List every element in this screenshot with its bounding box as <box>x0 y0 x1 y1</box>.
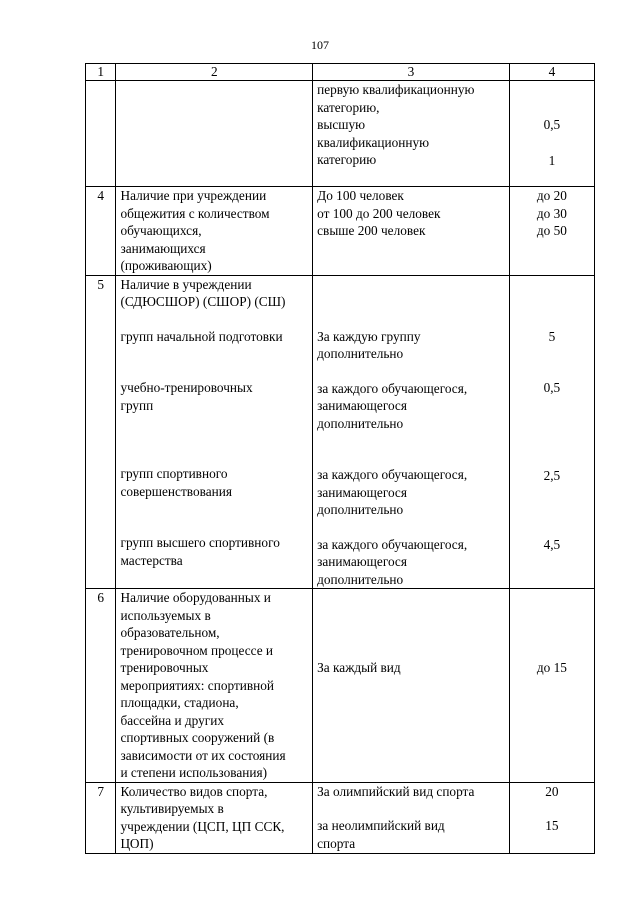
condition-text: До 100 человек от 100 до 200 человек свыше 200 человек <box>317 188 441 238</box>
cell-condition <box>313 81 510 187</box>
value-text: 0,5 <box>543 117 561 132</box>
condition-text: за каждого обучающегося, занимающегося дополнительно <box>317 536 468 587</box>
value-text: 1 <box>548 152 556 168</box>
criterion-heading: Наличие в учреждении (СДЮСШОР) (СШОР) (СШ) <box>120 276 286 309</box>
value-text: 4,5 <box>543 537 561 552</box>
header-col-4: 4 <box>509 64 594 81</box>
value-text: 2,5 <box>543 467 561 483</box>
condition-text: первую квалификационную категорию, высшую квалификационную категорию <box>317 82 475 167</box>
criterion-text: Количество видов спорта, культивируемых в учреждении (ЦСП, ЦП ССК, ЦОП) <box>120 783 285 851</box>
value-text: до 15 <box>536 660 567 675</box>
value-text: до 20 до 30 до 50 <box>536 188 567 238</box>
header-col-2: 2 <box>116 64 313 81</box>
criterion-item: групп спортивного совершенствования <box>120 466 232 499</box>
cell-number <box>86 81 116 187</box>
condition-text: За каждый вид <box>317 660 401 675</box>
cell-criterion <box>116 81 313 187</box>
criterion-text: Наличие оборудованных и используемых в образовательном, тренировочном процессе и тренировочных мероприятиях: спортивной площадки, стадиона, бассейна и других спортивных сооружений (в зависимости от их состояния и степени использования) <box>120 590 286 780</box>
value-text: 5 <box>548 328 556 344</box>
value-text: 15 <box>545 818 559 833</box>
criterion-item: групп высшего спортивного мастерства <box>120 535 280 568</box>
criteria-table <box>85 63 595 854</box>
cell-condition <box>313 275 510 589</box>
value-text: 0,5 <box>543 380 561 395</box>
value-text: 20 <box>545 783 559 799</box>
page-number: 107 <box>311 38 329 52</box>
condition-text: За каждую группу дополнительно <box>317 328 421 361</box>
header-col-3: 3 <box>313 64 510 81</box>
cell-number: 6 <box>86 589 116 783</box>
cell-value <box>509 275 594 589</box>
condition-text: За олимпийский вид спорта <box>317 783 475 799</box>
table-header-row <box>86 64 595 81</box>
cell-criterion <box>116 187 313 276</box>
cell-value <box>509 782 594 853</box>
table-row-7 <box>86 782 595 853</box>
cell-value <box>509 81 594 187</box>
cell-criterion <box>116 275 313 589</box>
table-row-6 <box>86 589 595 783</box>
condition-text: за неолимпийский вид спорта <box>317 818 445 851</box>
cell-condition <box>313 187 510 276</box>
cell-condition <box>313 589 510 783</box>
table-row-5 <box>86 275 595 589</box>
cell-criterion <box>116 589 313 783</box>
header-col-1: 1 <box>86 64 116 81</box>
cell-number: 5 <box>86 275 116 589</box>
condition-text: за каждого обучающегося, занимающегося дополнительно <box>317 467 468 517</box>
cell-number: 7 <box>86 782 116 853</box>
cell-condition <box>313 782 510 853</box>
cell-number: 4 <box>86 187 116 276</box>
cell-criterion <box>116 782 313 853</box>
cell-value <box>509 589 594 783</box>
criterion-item: групп начальной подготовки <box>120 328 283 344</box>
condition-text: за каждого обучающегося, занимающегося дополнительно <box>317 380 468 431</box>
criterion-item: учебно-тренировочных групп <box>120 380 253 413</box>
table-row-4 <box>86 187 595 276</box>
cell-value <box>509 187 594 276</box>
table-row-continuation <box>86 81 595 187</box>
criterion-text: Наличие при учреждении общежития с количеством обучающихся, занимающихся (проживающих) <box>120 188 270 273</box>
